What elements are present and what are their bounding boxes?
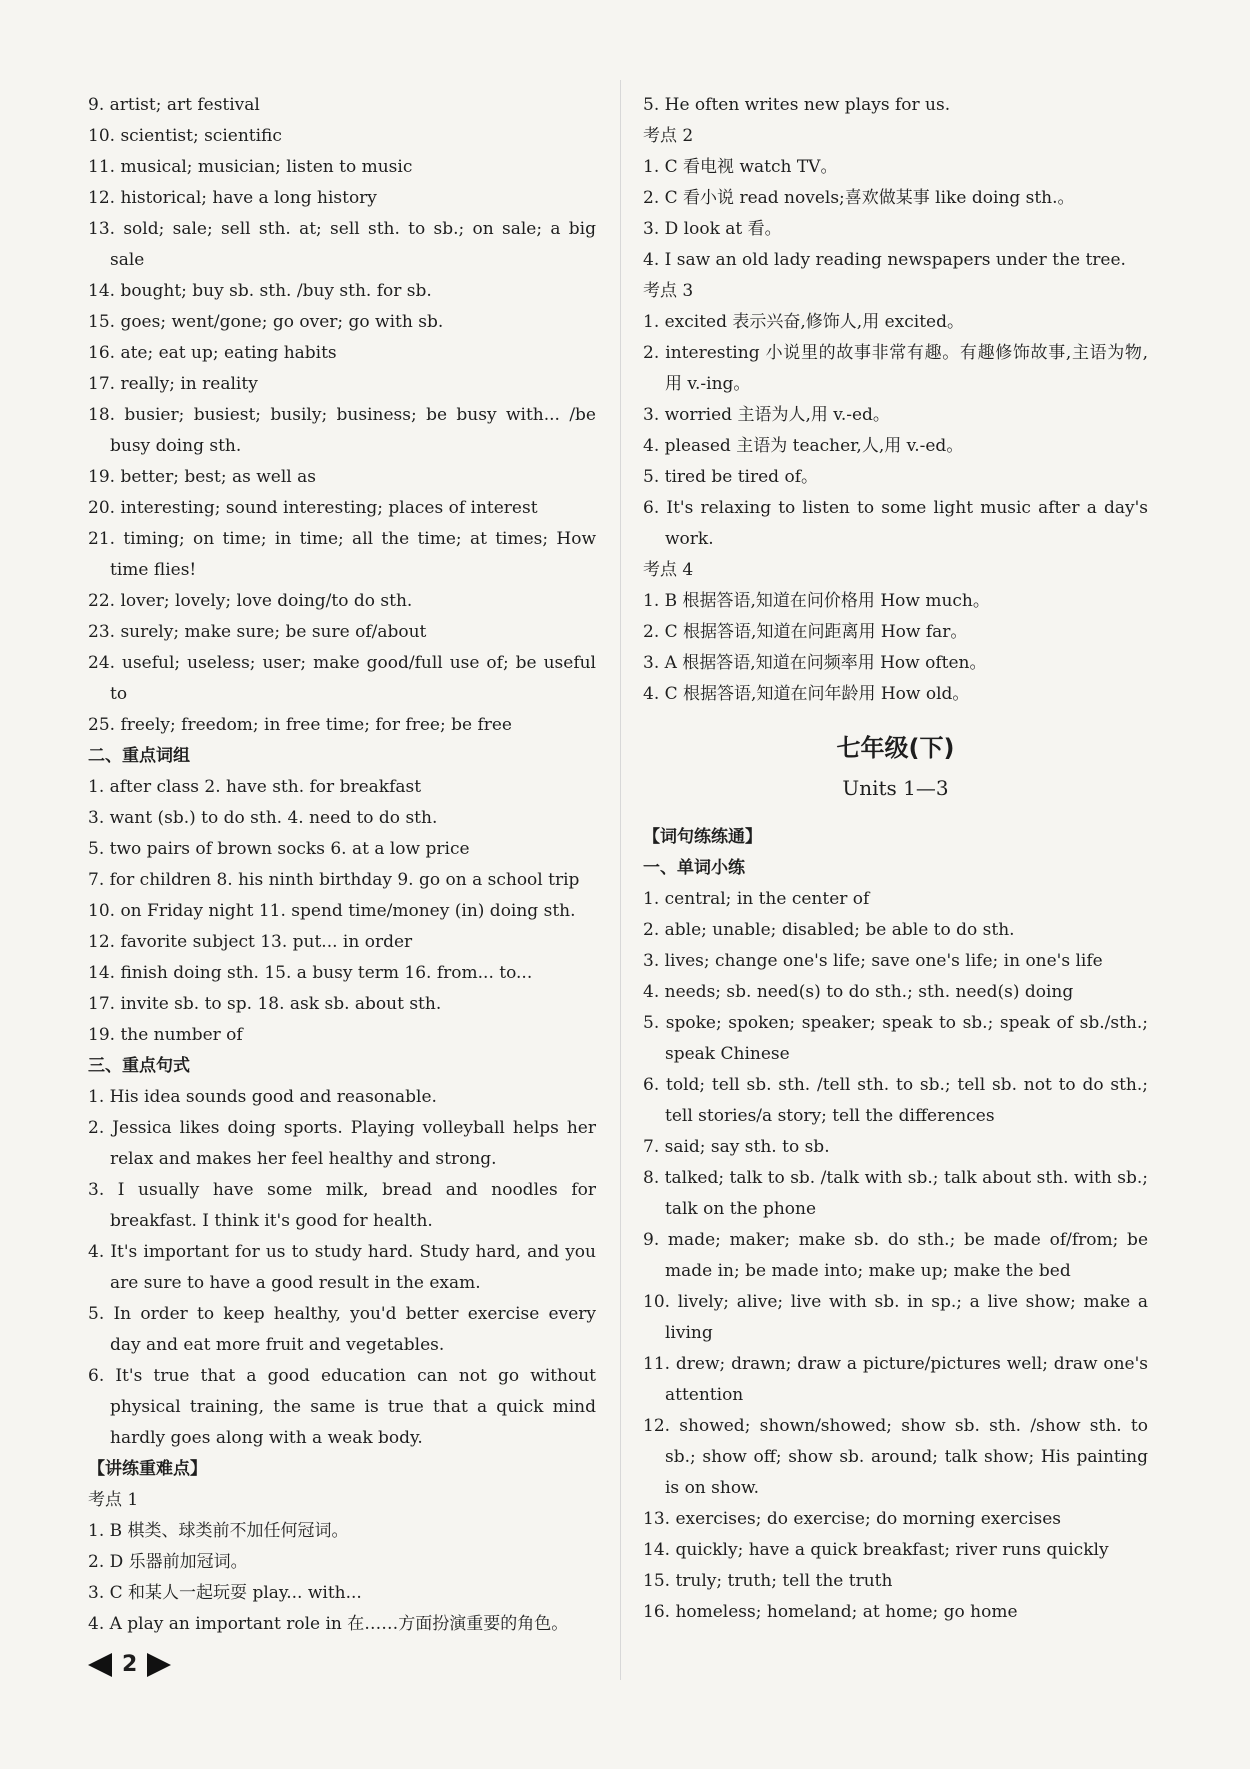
- list-item: 15. truly; truth; tell the truth: [643, 1571, 893, 1591]
- words-list: [643, 884, 1148, 1628]
- list-item: 3. I usually have some milk, bread and noodles for breakfast. I think it's good for health.: [88, 1180, 596, 1231]
- list-item: 2. C 看小说 read novels;喜欢做某事 like doing sth.。: [643, 188, 1075, 208]
- list-item: 1. excited 表示兴奋,修饰人,用 excited。: [643, 312, 964, 332]
- list-item: 11. musical; musician; listen to music: [88, 157, 413, 177]
- list-item: 9. artist; art festival: [88, 95, 260, 115]
- list-item: 1. central; in the center of: [643, 889, 870, 909]
- section-heading-practice: 【词句练练通】: [643, 827, 762, 847]
- arrow-right-icon: [147, 1653, 171, 1677]
- list-item: 22. lover; lovely; love doing/to do sth.: [88, 591, 413, 611]
- list-item: 21. timing; on time; in time; all the time; at times; How time flies!: [88, 529, 596, 580]
- list-item: 7. said; say sth. to sb.: [643, 1137, 830, 1157]
- kaodian-1-title: 考点 1: [88, 1490, 139, 1510]
- list-item: 2. able; unable; disabled; be able to do sth.: [643, 920, 1015, 940]
- list-item: 20. interesting; sound interesting; places of interest: [88, 498, 538, 518]
- list-item: 4. I saw an old lady reading newspapers under the tree.: [643, 250, 1126, 270]
- list-item: 3. lives; change one's life; save one's life; in one's life: [643, 951, 1103, 971]
- column-divider: [620, 80, 621, 1680]
- list-item: 16. homeless; homeland; at home; go home: [643, 1602, 1018, 1622]
- list-item: 13. exercises; do exercise; do morning exercises: [643, 1509, 1062, 1529]
- list-item: 4. It's important for us to study hard. Study hard, and you are sure to have a good result in the exam.: [88, 1242, 596, 1293]
- list-item: 2. C 根据答语,知道在问距离用 How far。: [643, 622, 968, 642]
- list-item: 6. It's true that a good education can not go without physical training, the same is true that a quick mind hardly goes along with a weak body.: [88, 1366, 596, 1448]
- list-item: 9. made; maker; make sb. do sth.; be made of/from; be made in; be made into; make up; make the bed: [643, 1230, 1148, 1281]
- list-item: 14. finish doing sth. 15. a busy term 16. from... to...: [88, 963, 533, 983]
- list-item: 17. invite sb. to sp. 18. ask sb. about sth.: [88, 994, 442, 1014]
- page-number: 2: [122, 1652, 138, 1677]
- list-item: 11. drew; drawn; draw a picture/pictures well; draw one's attention: [643, 1354, 1148, 1405]
- list-item: 4. C 根据答语,知道在问年龄用 How old。: [643, 684, 970, 704]
- list-item: 23. surely; make sure; be sure of/about: [88, 622, 427, 642]
- right-column: [643, 90, 1148, 1628]
- list-item: 19. better; best; as well as: [88, 467, 317, 487]
- list-item: 24. useful; useless; user; make good/full use of; be useful to: [88, 653, 596, 704]
- page-footer: [88, 1652, 171, 1677]
- list-item: 18. busier; busiest; busily; business; be busy with... /be busy doing sth.: [88, 405, 596, 456]
- list-item: 16. ate; eat up; eating habits: [88, 343, 337, 363]
- list-item: 1. B 根据答语,知道在问价格用 How much。: [643, 591, 990, 611]
- list-item: 13. sold; sale; sell sth. at; sell sth. to sb.; on sale; a big sale: [88, 219, 596, 270]
- list-item: 1. C 看电视 watch TV。: [643, 157, 838, 177]
- list-item: 5. two pairs of brown socks 6. at a low price: [88, 839, 470, 859]
- list-item: 14. bought; buy sb. sth. /buy sth. for sb.: [88, 281, 432, 301]
- list-item: 19. the number of: [88, 1025, 243, 1045]
- arrow-left-icon: [88, 1653, 112, 1677]
- list-item: 4. needs; sb. need(s) to do sth.; sth. need(s) doing: [643, 982, 1074, 1002]
- phrases-list: [88, 772, 596, 1051]
- list-item: 12. favorite subject 13. put... in order: [88, 932, 413, 952]
- list-item: 3. want (sb.) to do sth. 4. need to do sth.: [88, 808, 438, 828]
- list-item: 2. D 乐器前加冠词。: [88, 1552, 248, 1572]
- list-item: 1. after class 2. have sth. for breakfast: [88, 777, 422, 797]
- list-item: 2. Jessica likes doing sports. Playing volleyball helps her relax and makes her feel healthy and strong.: [88, 1118, 596, 1169]
- list-item: 12. showed; shown/showed; show sb. sth. /show sth. to sb.; show off; show sb. around; talk show; His painting is on show.: [643, 1416, 1148, 1498]
- list-item: 6. It's relaxing to listen to some light music after a day's work.: [643, 498, 1148, 549]
- list-item: 4. pleased 主语为 teacher,人,用 v.-ed。: [643, 436, 964, 456]
- list-item: 1. His idea sounds good and reasonable.: [88, 1087, 437, 1107]
- units-title: Units 1—3: [842, 776, 949, 800]
- list-item: 5. In order to keep healthy, you'd better exercise every day and eat more fruit and vegetables.: [88, 1304, 596, 1355]
- list-item: 3. C 和某人一起玩耍 play... with...: [88, 1583, 362, 1603]
- list-item: 2. interesting 小说里的故事非常有趣。有趣修饰故事,主语为物,用 v.-ing。: [643, 343, 1148, 394]
- grade-title: 七年级(下): [836, 734, 955, 762]
- kaodian-3-title: 考点 3: [643, 281, 694, 301]
- left-column: [88, 90, 596, 1640]
- list-item: 17. really; in reality: [88, 374, 258, 394]
- kaodian-4-title: 考点 4: [643, 560, 694, 580]
- section-heading-phrases: 二、重点词组: [88, 746, 190, 766]
- section-heading-words: 一、单词小练: [643, 858, 745, 878]
- list-item: 4. A play an important role in 在……方面扮演重要的角色。: [88, 1614, 569, 1634]
- list-item: 3. D look at 看。: [643, 219, 782, 239]
- list-item: 1. B 棋类、球类前不加任何冠词。: [88, 1521, 349, 1541]
- list-item: 3. worried 主语为人,用 v.-ed。: [643, 405, 890, 425]
- list-item: 10. on Friday night 11. spend time/money (in) doing sth.: [88, 901, 576, 921]
- list-item: 8. talked; talk to sb. /talk with sb.; talk about sth. with sb.; talk on the phone: [643, 1168, 1148, 1219]
- list-item: 10. lively; alive; live with sb. in sp.; a live show; make a living: [643, 1292, 1148, 1343]
- list-item: 3. A 根据答语,知道在问频率用 How often。: [643, 653, 987, 673]
- section-heading-sentences: 三、重点句式: [88, 1056, 190, 1076]
- section-heading-key-points: 【讲练重难点】: [88, 1459, 207, 1479]
- list-item: 5. spoke; spoken; speaker; speak to sb.; speak of sb./sth.; speak Chinese: [643, 1013, 1148, 1064]
- list-item: 10. scientist; scientific: [88, 126, 282, 146]
- list-item: 14. quickly; have a quick breakfast; river runs quickly: [643, 1540, 1109, 1560]
- list-item: 15. goes; went/gone; go over; go with sb.: [88, 312, 444, 332]
- vocab-list-continued: [88, 90, 596, 741]
- list-item: 6. told; tell sb. sth. /tell sth. to sb.; tell sb. not to do sth.; tell stories/a story; tell the differences: [643, 1075, 1148, 1126]
- list-item: 5. tired be tired of。: [643, 467, 818, 487]
- sentences-list: [88, 1082, 596, 1454]
- kaodian-2-title: 考点 2: [643, 126, 694, 146]
- list-item: 7. for children 8. his ninth birthday 9. go on a school trip: [88, 870, 580, 890]
- list-item: 25. freely; freedom; in free time; for free; be free: [88, 715, 512, 735]
- list-item: 12. historical; have a long history: [88, 188, 377, 208]
- list-item: 5. He often writes new plays for us.: [643, 95, 951, 115]
- kaodian-1-list: [88, 1516, 596, 1640]
